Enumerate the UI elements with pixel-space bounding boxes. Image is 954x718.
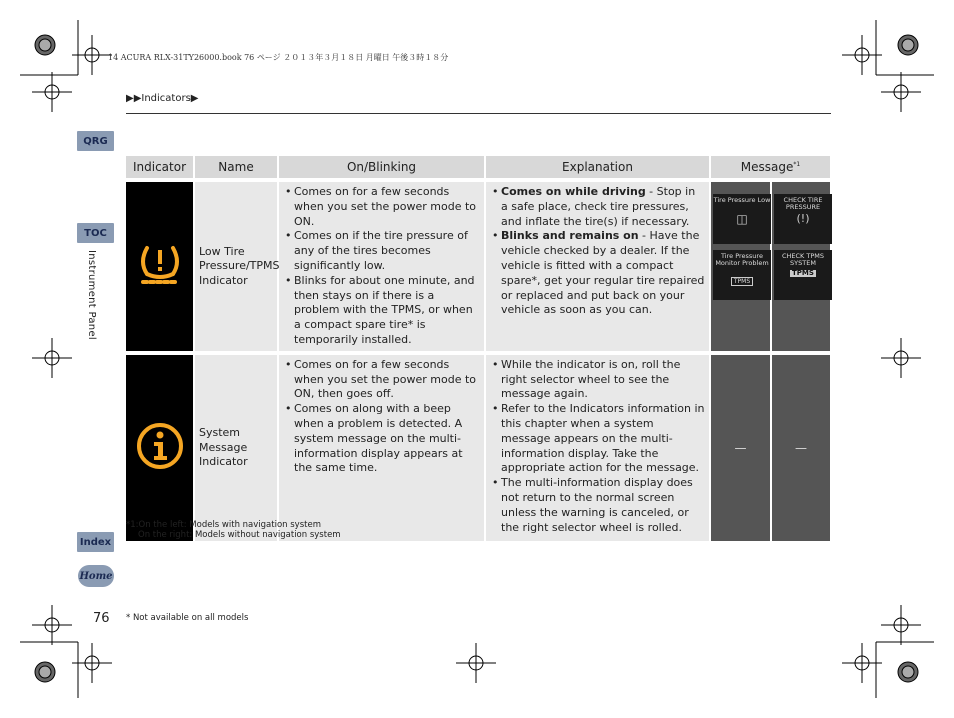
book-header: 14 ACURA RLX-31TY26000.book 76 ページ ２０１３年３月１８日 月曜日 午後３時１８分 [108, 53, 449, 62]
message-screen [713, 194, 771, 244]
page-number: 76 [93, 611, 110, 626]
tire-icon: ◫ [736, 212, 748, 226]
list-item: • While the indicator is on, roll the right selector wheel to see the message again. [492, 358, 705, 402]
index-button[interactable]: Index [77, 532, 114, 552]
list-item: • The multi-information display does not return to the normal screen unless the warning is canceled, or the right selector wheel is rolled. [492, 476, 705, 535]
message-nonav-cell [772, 178, 832, 351]
list-item [492, 185, 705, 229]
list-item: • Comes on for a few seconds when you set the power mode to ON. [285, 185, 480, 229]
availability-footnote: * Not available on all models [126, 613, 249, 623]
message-nonav-cell [772, 351, 832, 541]
message-text: Tire Pressure Low [713, 196, 771, 204]
message-nav-cell [711, 351, 772, 541]
tpms-badge: TPMS [792, 269, 814, 277]
indicator-cell [126, 178, 195, 351]
header-on-blinking: On/Blinking [279, 156, 486, 178]
info-icon [135, 421, 185, 471]
tpms-badge: TPMS [731, 277, 753, 286]
list-item: • Comes on if the tire pressure of any of the tires becomes significantly low. [285, 229, 480, 273]
message-footnote [126, 520, 341, 540]
list-item: • Comes on along with a beep when a problem is detected. A system message on the multi-information display appears at the same time. [285, 402, 480, 476]
header-name: Name [195, 156, 279, 178]
footnote-line: *1:On the left: Models with navigation system [126, 520, 321, 530]
list-item: • Comes on for a few seconds when you set the power mode to ON, then goes off. [285, 358, 480, 402]
message-text: CHECK TIRE PRESSURE [783, 196, 823, 211]
table-row [126, 178, 832, 351]
on-blinking-cell [279, 178, 486, 351]
explanation-text: - Stop in a safe place, check tire pressures, and inflate the tire(s) if necessary. [501, 185, 696, 228]
section-label: Instrument Panel [86, 250, 97, 340]
table-header-row [126, 156, 832, 178]
table-row [126, 351, 832, 541]
tire-warning-icon: (!) [796, 212, 810, 225]
name-cell: Low Tire Pressure/TPMS Indicator [195, 178, 279, 351]
header-divider [126, 113, 831, 114]
list-item: • Refer to the Indicators information in this chapter when a system message appears on the multi-information display. Take the appropriate action for the message. [492, 402, 705, 476]
list-item [492, 229, 705, 318]
on-blinking-cell [279, 351, 486, 541]
indicator-table [126, 156, 832, 541]
explanation-text: - Have the vehicle checked by a dealer. If the vehicle is fitted with a compact spare*, get your regular tire repaired or replaced and put back on your vehicle as soon as you can. [501, 229, 705, 317]
message-text: CHECK TPMS SYSTEM [781, 252, 825, 267]
header-indicator: Indicator [126, 156, 195, 178]
explanation-heading: Blinks and remains on [501, 229, 639, 243]
header-message-footnote-ref: *1 [793, 161, 801, 168]
breadcrumb[interactable]: ▶▶Indicators▶ [126, 93, 199, 104]
no-message-dash: — [734, 440, 747, 455]
home-button[interactable]: Home [78, 565, 114, 587]
message-screen [774, 250, 832, 300]
indicator-cell [126, 351, 195, 541]
message-nav-cell [711, 178, 772, 351]
no-message-dash: — [795, 440, 807, 455]
toc-button[interactable]: TOC [77, 223, 114, 243]
header-message-label: Message [740, 160, 794, 174]
name-cell: System Message Indicator [195, 351, 279, 541]
low-tire-pressure-icon [135, 240, 185, 290]
header-explanation: Explanation [486, 156, 711, 178]
explanation-cell [486, 178, 711, 351]
message-text: Tire Pressure Monitor Problem [715, 252, 769, 267]
qrg-button[interactable]: QRG [77, 131, 114, 151]
explanation-cell [486, 351, 711, 541]
footnote-line: On the right: Models without navigation system [138, 530, 341, 540]
list-item: • Blinks for about one minute, and then stays on if there is a problem with the TPMS, or when a compact spare tire* is temporarily installed. [285, 274, 480, 348]
explanation-heading: Comes on while driving [501, 185, 646, 198]
message-screen [774, 194, 832, 244]
message-screen [713, 250, 771, 300]
header-message [711, 156, 832, 178]
